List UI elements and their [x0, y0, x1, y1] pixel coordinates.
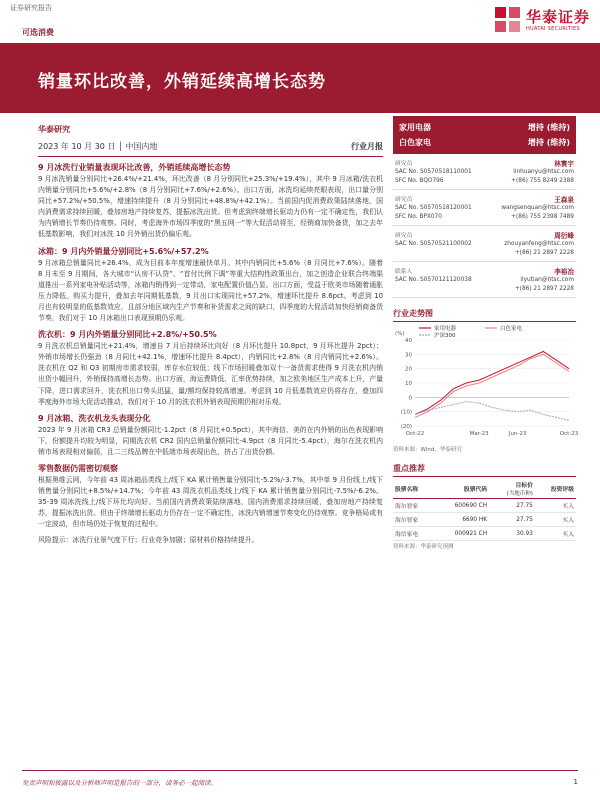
rating-sector: 家用电器 [399, 123, 431, 132]
stock-code: 000921 CH [434, 527, 489, 541]
section-heading: 9 月冰箱、洗衣机龙头表现分化 [38, 413, 151, 423]
trend-chart [393, 322, 579, 444]
section-5 [38, 463, 383, 530]
x-tick-label: Oct-22 [405, 431, 425, 437]
rating-status: (维持) [546, 123, 570, 132]
logo-cn: 华泰证券 [525, 7, 590, 26]
page-number: 1 [573, 778, 578, 786]
y-tick-label: 10 [405, 381, 412, 387]
header-rating: 投资评级 [535, 479, 576, 499]
analyst-role: 联系人 [395, 269, 413, 275]
title-band [0, 43, 600, 113]
analyst-card [393, 262, 576, 298]
section-paragraph: 根据奥维云网，今年前 43 周冰箱品类线上/线下 KA 累计销售量分别同比-5.2%/-3.7%，其中单 9 月份线上/线下销售量分别同比+8.5%/+14.7%；今年前 43 周洗衣机品类线上/线下 KA 累计销售量分别同比-7.5%/-6.2%。35-39 周冰洗线上/线下环比均向好。当前国内消费政策陆续落地，国内消费需求持续回暖，叠加房地产持续复苏，提振冰洗出货。但由于终端增长驱动力仍存在一定不确定性，冰洗内销增速节奏变化仍待观察。竞争格局或有一定波动，但市场仍处于恢复的过程中。 [38, 475, 383, 529]
y-tick-label: 30 [405, 352, 412, 359]
analyst-phone: +(86) 21 2897 2228 [514, 250, 574, 256]
x-tick-label: Jun-23 [508, 431, 527, 437]
recommend-table [393, 479, 576, 541]
logo-mark-icon [495, 7, 521, 33]
risk-section [38, 535, 383, 546]
y-tick-label: (10) [400, 409, 412, 416]
stock-rating: 买入 [535, 527, 576, 541]
recommend-title: 重点推荐 [393, 463, 576, 477]
y-tick-label: 0 [408, 395, 412, 402]
section-1 [38, 162, 383, 241]
header-price: 目标价 (当地币种) [489, 479, 535, 499]
header-code: 股票代码 [434, 479, 489, 499]
research-org: 华泰研究 [38, 125, 70, 134]
legend-label: 白色家电 [500, 326, 523, 332]
disclaimer: 免责声明和披露以及分析师声明是报告的一部分，请务必一起阅读。 [22, 779, 217, 787]
analyst-role: 研究员 [395, 161, 413, 167]
stock-rating: 买入 [535, 499, 576, 513]
table-header-row [393, 479, 576, 499]
section-paragraph: 9 月冰箱总销量同比+26.4%，成为目前本年度增速最快单月。其中内销同比+5.6%（8 月同比+7.6%）。随着 8 月末至 9 月期间，各大城市“认房不认贷”、“首付比例下调”等重大结构性政策出台，加之创造企业联合终端渠道推出一系列家电补贴活动等，冰箱内销得到一定带动，家电配置价值凸显。出口方面，受益于欧美市场随着通胀压力降低、购买力提升，叠加去年同期低基数，9 月出口实现同比+57.2%，增速环比提升 8.6pct。考虑到 10 月也有较明显的低基数效应，且部分地区域内生产节奏和补货需求之间的缺口，四季度的大促活动加快经销商备货节奏，我们对于 10 月冰箱出口表现预期仍乐观。 [38, 258, 383, 323]
analyst-card [393, 154, 576, 190]
x-tick-label: Mar-23 [469, 431, 489, 437]
rating-value: 增持 [527, 123, 544, 132]
analyst-name: 周衍峰 [554, 232, 574, 240]
section-4 [38, 413, 383, 458]
stock-price: 27.75 [489, 499, 535, 513]
analyst-name: 王森泉 [554, 196, 574, 204]
section-heading: 冰箱：9 月内外销量分别同比+5.6%/+57.2% [38, 246, 209, 256]
table-row [393, 499, 576, 513]
footer-divider [22, 770, 578, 771]
analyst-email[interactable]: zhouyanfeng@htsc.com [504, 241, 574, 247]
analyst-name: 林寰宇 [554, 160, 574, 168]
huatai-logo [495, 7, 590, 33]
meta-row [38, 141, 383, 157]
y-tick-label: 20 [405, 366, 412, 373]
analyst-sfc: SFC No. BQO796 [395, 178, 444, 184]
report-date-region: 2023 年 10 月 30 日 │ 中国内地 [38, 142, 158, 151]
analyst-name: 李裕冶 [554, 268, 574, 276]
rating-status: (维持) [546, 138, 570, 147]
section-3 [38, 329, 383, 408]
trend-panel-title: 行业走势图 [393, 308, 576, 322]
analyst-role: 研究员 [395, 233, 413, 239]
risk-warning: 风险提示：冰洗行业景气度下行；行业竞争加剧；原材料价格持续提升。 [38, 536, 259, 545]
chart-source: 资料来源：Wind，华泰研究 [393, 447, 462, 453]
rating-sector: 白色家电 [399, 138, 431, 147]
section-paragraph: 9 月冰洗销量分别同比+26.4%/+21.4%，环比改善（8 月分别同比+25.3%/+19.4%），其中 9 月冰箱/洗衣机内销量分别同比+5.6%/+2.8%（8 月分别同比+7.6%/+2.6%）。出口方面，冰洗均延续亮眼表现，出口量分别同比+57.2%/+50.5%，增速持续提升（8 月分别同比+48.8%/+42.1%）。当前国内促消费政策陆续落地，国内消费需求持续回暖，叠加房地产持续复苏，提振冰洗出货。但考虑到终端增长驱动力仍有一定不确定性，我们认为内销增长节奏仍待观察。同时，考虑海外市场四季度的“黑五网一”等大促活动将至，经销商加快备货，加之去年低基数影响，我们对冰洗 10 月外销出货仍偏乐观。 [38, 175, 383, 239]
section-paragraph: 2023 年 9 月冰箱 CR3 总销量份额同比-1.2pct（8 月同比+0.5pct），其中海信、美的在内外销的出色表现影响下，份额提升均较为明显，同期洗衣机 CR2 国内总销量份额同比-4.9pct（8 月同比-5.4pct），海尔在洗衣机内销市场表现相对偏弱，且二三线品牌在中低端市场表现出色，挤占了出货份额。 [38, 425, 383, 456]
y-tick-label: (20) [400, 424, 412, 430]
x-tick-label: Oct-23 [559, 431, 579, 437]
trend-chart-svg [393, 322, 579, 444]
y-tick-label: 40 [405, 338, 412, 344]
legend-label: 家用电器 [434, 326, 457, 332]
table-row [393, 513, 576, 527]
doc-type: 证券研究报告 [10, 4, 52, 12]
sidebar [393, 116, 579, 550]
rating-value: 增持 [527, 138, 544, 147]
analyst-email[interactable]: wangsenquan@htsc.com [501, 205, 574, 211]
analyst-phone: +(86) 755 8249 2388 [511, 178, 574, 184]
report-title: 销量环比改善，外销延续高增长态势 [38, 72, 326, 92]
main-content [38, 124, 383, 547]
stock-name: 海尔智家 [393, 499, 434, 513]
rating-box [393, 116, 576, 154]
analyst-role: 研究员 [395, 197, 413, 203]
legend-label: 沪深300 [434, 333, 456, 339]
y-axis-unit: (%) [395, 331, 405, 337]
analyst-email[interactable]: linhuanyu@htsc.com [513, 169, 574, 175]
header-name: 股票名称 [393, 479, 434, 499]
section-paragraph: 9 月洗衣机总销量同比+21.4%，增速自 7 月后持续环比向好（8 月环比提升 10.8pct，9 月环比提升 2pct）；外销市场增长仍强劲（8 月同比+42.1%，增速环比提升 8.4pct），内销同比+2.8%（8 月内销同比+2.6%）。洗衣机在 Q2 和 Q3 初期房市需求较弱，库存水位较低；线下市场回暖叠加双十一备货需求使得 9 月洗衣机内销出货小幅回升，外销保持高增长态势。出口方面，海运费降低、汇率优势持续，加之欧美地区生产成本上升，产量下降，进口需求回升，洗衣机出口势头迅猛，量/额均保持较高增速。考虑到 10 月低基数效应仍将存在，叠加四季度海外市场大促活动推动，我们对于 10 月的洗衣机外销表现预期仍相对乐观。 [38, 342, 383, 406]
analyst-sac: SAC No. S0570518120001 [395, 205, 472, 211]
section-heading: 洗衣机：9 月内外销量分别同比+2.8%/+50.5% [38, 330, 217, 340]
recommend-source: 资料来源：华泰研究预测 [393, 544, 454, 550]
analyst-sfc: SFC No. BPX070 [395, 214, 442, 220]
analyst-sac: SAC No. S0570521100002 [395, 241, 472, 247]
analyst-phone: +(86) 755 2398 7489 [511, 214, 574, 220]
top-bar [0, 0, 600, 40]
rating-row [399, 120, 570, 135]
section-2 [38, 246, 383, 325]
stock-price: 30.93 [489, 527, 535, 541]
table-row [393, 527, 576, 541]
section-heading: 零售数据仍需密切观察 [38, 463, 118, 473]
analyst-sac: SAC No. S0570121120038 [395, 277, 472, 283]
analyst-phone: +(86) 21 2897 2228 [514, 286, 574, 292]
analyst-email[interactable]: liyutian@htsc.com [520, 277, 574, 283]
analyst-card [393, 226, 576, 262]
stock-code: 6690 HK [434, 513, 489, 527]
logo-en: HUATAI SECURITIES [525, 25, 580, 32]
stock-name: 海信家电 [393, 527, 434, 541]
analyst-card [393, 190, 576, 226]
analyst-sac: SAC No. S0570518110001 [395, 169, 472, 175]
category-label: 可选消费 [22, 28, 54, 37]
section-heading: 9 月冰洗行业销量表现环比改善，外销延续高增长态势 [38, 163, 231, 172]
stock-code: 600690 CH [434, 499, 489, 513]
stock-rating: 买入 [535, 513, 576, 527]
report-type: 行业月报 [351, 142, 383, 151]
stock-name: 海尔智家 [393, 513, 434, 527]
stock-price: 27.75 [489, 513, 535, 527]
rating-row [399, 135, 570, 150]
